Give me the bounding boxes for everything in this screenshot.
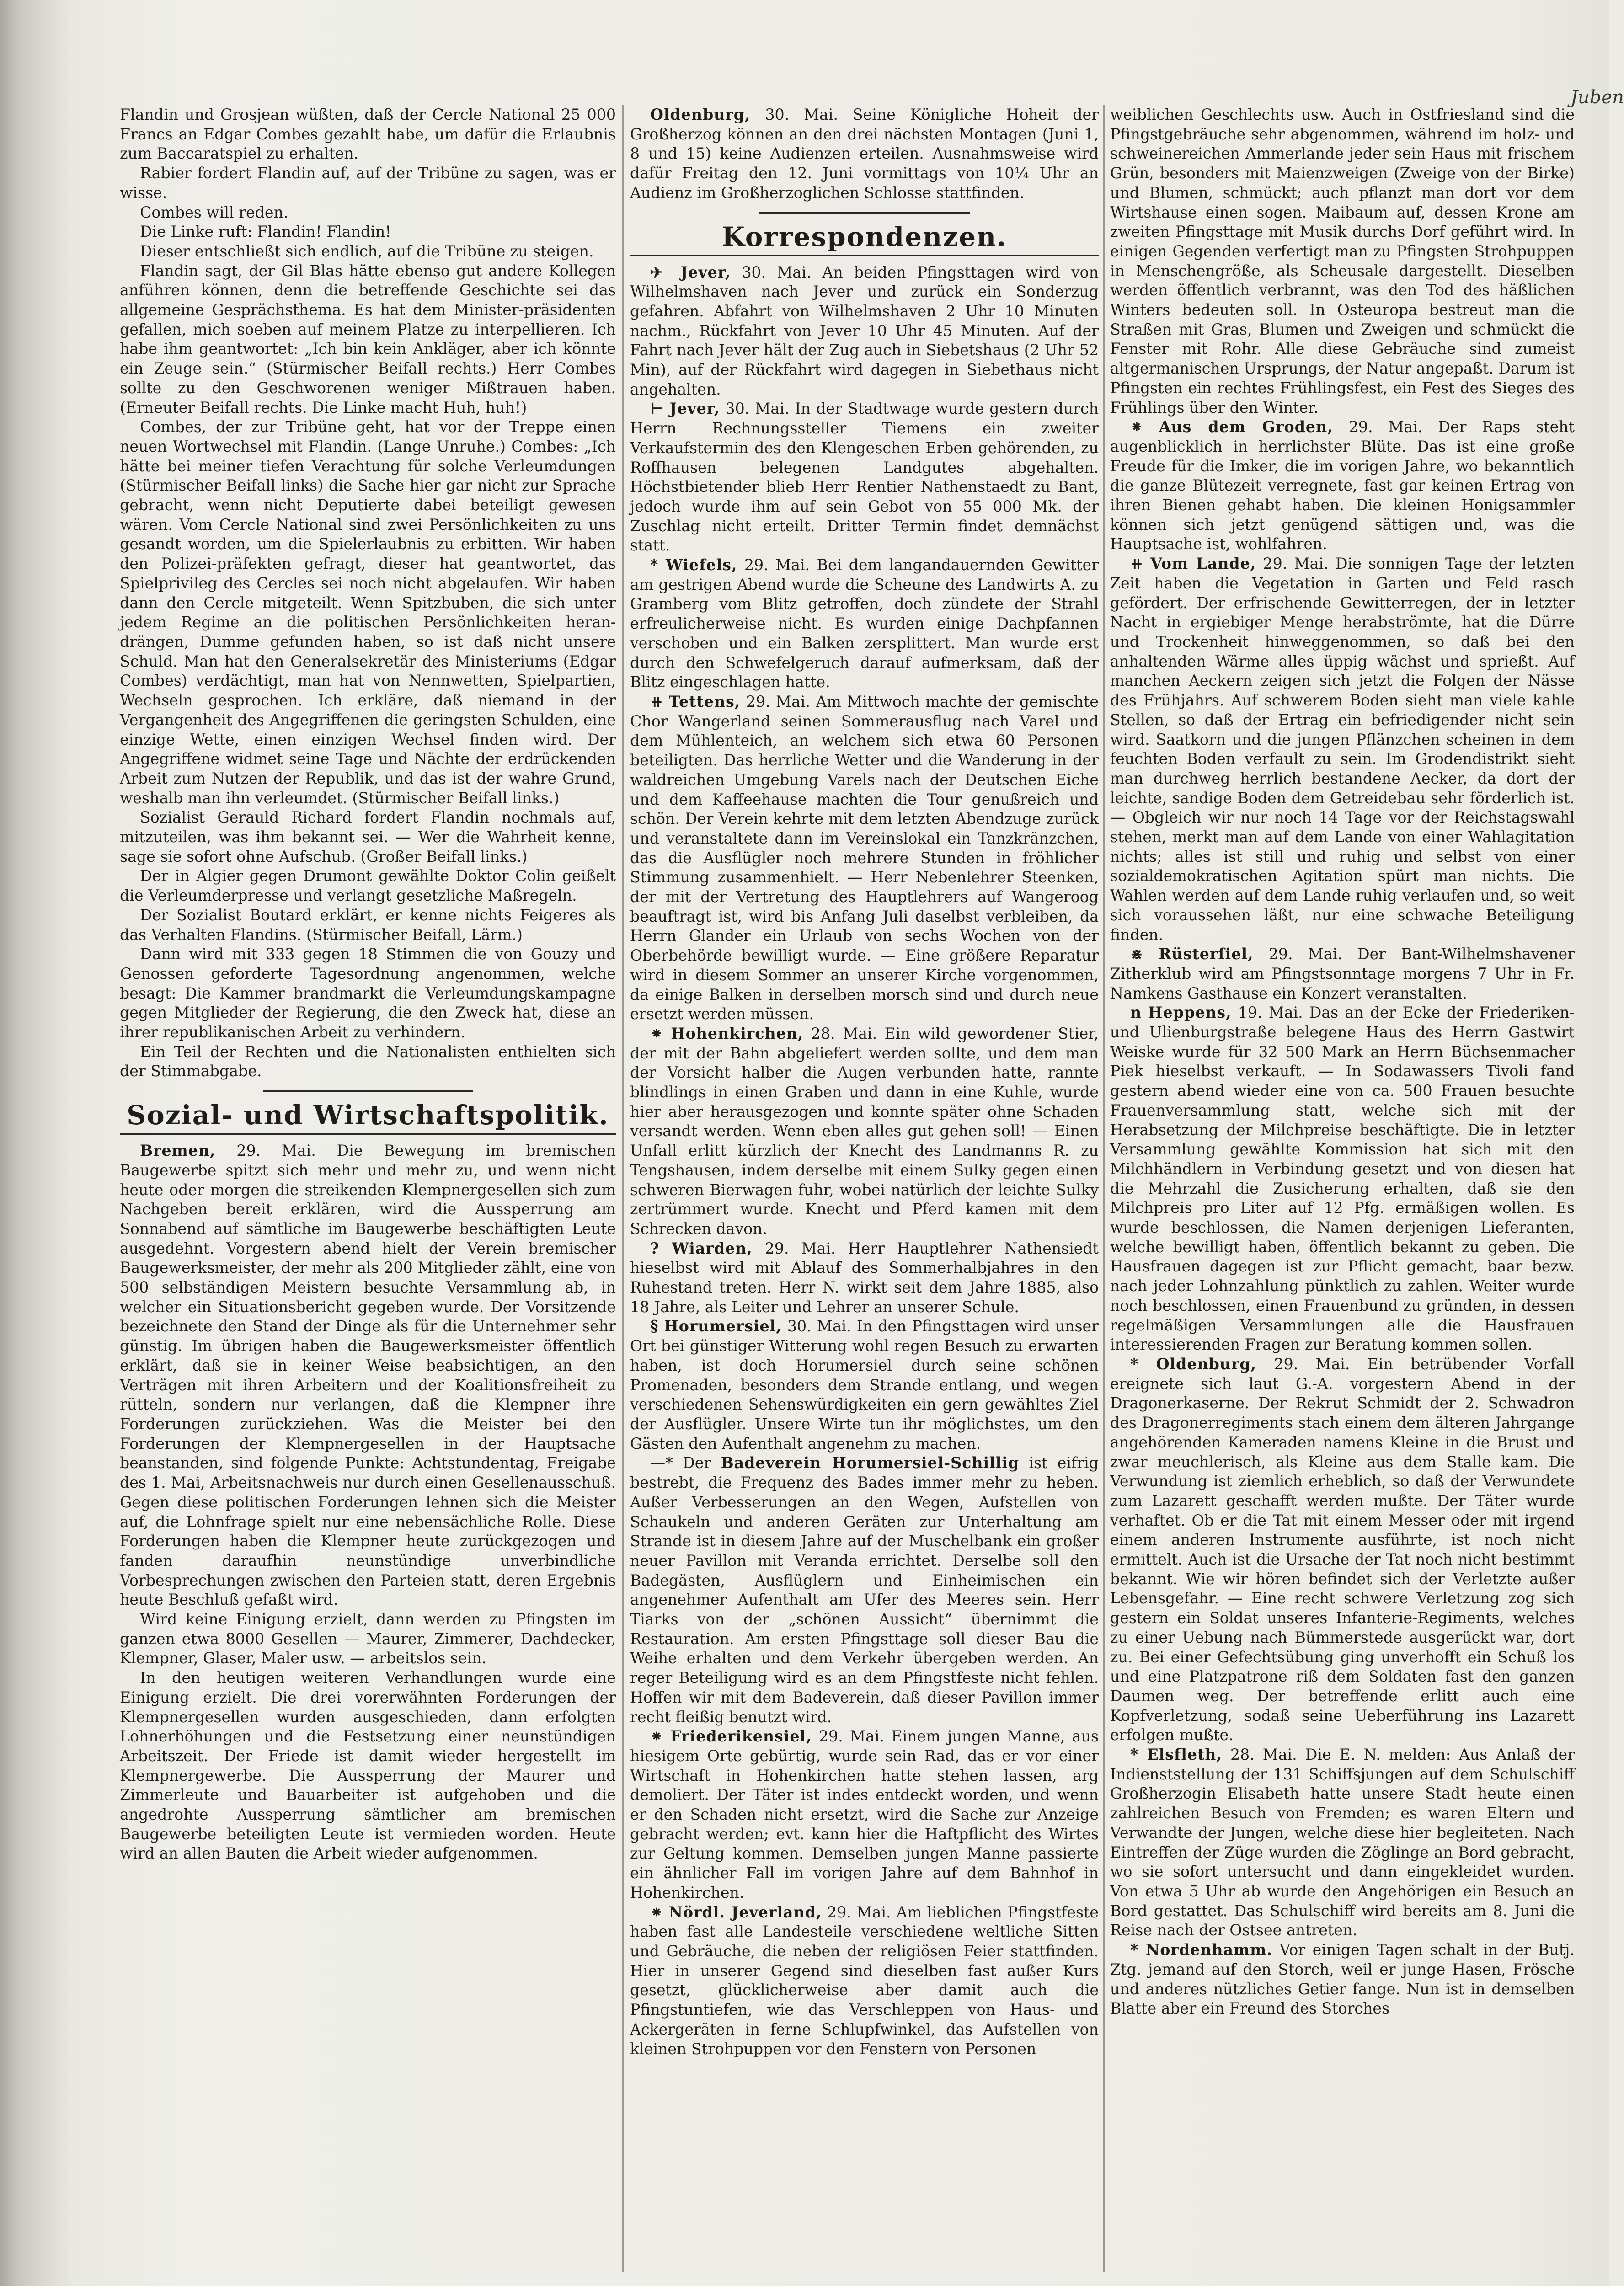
section-divider [120, 1133, 616, 1135]
dateline: Nördl. Jeverland, [668, 1903, 822, 1921]
news-text: 29. Mai. Der Raps steht augenblicklich in herrlichster Blüte. Das ist eine große Freude für die Imker, die im vorigen Jahre, wo bekanntlich die ganze Blütezeit verregnete, fast gar keinen Ertrag von ihren Bienen gehabt haben. Die kleinen Honigsammler können sich jetzt genügend sättigen und, was die Hauptsache ist, wohlfahren. [1110, 418, 1575, 553]
page-binding-edge [0, 0, 69, 2286]
correspondent-mark-icon: ⧺ [650, 692, 669, 710]
asterisk-icon: * [1130, 1941, 1146, 1959]
paragraph: Sozialist Gerauld Richard fordert Flandin nochmals auf, mitzuteilen, was ihm bekannt sei. — Wer die Wahrheit kenne, sage sie sofort ohne Aufschub. (Großer Beifall links.) [120, 808, 616, 865]
correspondent-mark-icon: ? [650, 1239, 672, 1257]
paragraph: Wird keine Einigung erzielt, dann werden zu Pfingsten im ganzen etwa 8000 Gesellen — Maurer, Zimmerer, Dachdecker, Klempner, Glaser, Maler usw. — arbeitslos sein. [120, 1610, 616, 1667]
news-text: 29. Mai. Die sonnigen Tage der letzten Zeit haben die Vegetation in Garten und Feld rasch gefördert. Der erfrischende Gewitterregen, der in letzter Nacht in ergiebiger Menge herabströmte, hat die Dürre und Trockenheit hinweggenommen, so daß bei den anhaltenden Wärme alles üppig wächst und sprießt. Auf manchen Aeckern zeigen sich jetzt die Folgen der Nässe des Frühjahrs. Auf schwerem Boden sieht man viele kahle Stellen, so daß der Ertrag ein befriedigender nicht sein wird. Saatkorn und die jungen Pflänzchen scheinen in dem feuchten Boden verfault zu sein. Im Grodendistrikt sieht man durchweg herrlich bestandene Aecker, da dort der leichte, sandige Boden dem Getreidebau sehr förderlich ist. — Obgleich wir nur noch 14 Tage vor der Reichstagswahl stehen, merkt man auf dem Lande von einer Wahlagitation nichts; alles ist still und ruhig und selbst von einer sozialdemokratischen Agitation spürt man nichts. Die Wahlen werden auf dem Lande ruhig verlaufen und, so weit sich voraussehen läßt, nur eine schwache Beteiligung finden. [1110, 555, 1575, 944]
paragraph: Der in Algier gegen Drumont gewählte Doktor Colin geißelt die Verleumderpresse und verlangt gesetzliche Maßregeln. [120, 867, 616, 905]
news-item [630, 1727, 1099, 1902]
dateline: Hohenkirchen, [671, 1024, 804, 1042]
news-text: 30. Mai. In den Pfingsttagen wird unser Ort bei günstiger Witterung wohl regen Besuch zu erwarten haben, ist doch Horumersiel durch seine schönen Promenaden, besonders dem Strande entlang, und wegen verschiedenen Sehenswürdigkeiten ein gern gewähltes Ziel der Ausflügler. Unsere Wirte tun ihr möglichstes, um den Gästen den Aufenthalt angenehm zu machen. [630, 1317, 1099, 1453]
dateline: Nordenhamm. [1145, 1941, 1272, 1959]
news-item [630, 399, 1099, 555]
news-item [1110, 1355, 1575, 1745]
column-rule-2 [1103, 105, 1105, 2272]
news-text: 30. Mai. Seine Königliche Hoheit der Großherzog können an den drei nächsten Montagen (Juni 1, 8 und 15) keine Audienzen erteilen. Ausnahmsweise wird dafür Freitag den 12. Juni vormittags von 10¼ Uhr an Audienz im Großherzoglichen Schlosse stattfinden. [630, 106, 1099, 202]
section-divider [263, 1090, 473, 1092]
section-heading-sozialpolitik: Sozial- und Wirtschaftspolitik. [127, 1100, 609, 1131]
news-text: 30. Mai. An beiden Pfingsttagen wird von Wilhelmshaven nach Jever und zurück ein Sonderzug gefahren. Abfahrt von Wilhelmshaven 2 Uhr 10 Minuten nachm., Rückfahrt von Jever 10 Uhr 45 Minuten. Auf der Fahrt nach Jever hält der Zug auch in Siebetshaus (2 Uhr 52 Min), auf der Rückfahrt wird dagegen in Siebethaus nicht angehalten. [630, 263, 1099, 398]
news-item [630, 1317, 1099, 1453]
column-1 [120, 105, 616, 2272]
correspondent-mark-icon: ⁕ [650, 1903, 669, 1921]
paragraph: Die Linke ruft: Flandin! Flandin! [140, 223, 391, 241]
dateline: Friederikensiel, [670, 1727, 812, 1746]
correspondent-mark-icon: ⁕ [650, 1727, 671, 1746]
paragraph: Flandin sagt, der Gil Blas hätte ebenso gut andere Kollegen anführen können, denn die betreffende Geschichte sei das allgemeine Gesprächsthema. Es hat dem Minister-präsidenten gefallen, mich soeben auf meinem Platze zu interpellieren. Ich habe ihm geantwortet: „Ich bin kein Ankläger, aber ich könnte ein Zeuge sein.“ (Stürmischer Beifall rechts.) Herr Combes sollte zu den Geschworenen weniger Mißtrauen haben. (Erneuter Beifall rechts. Die Linke macht Huh, huh!) [120, 262, 616, 417]
asterisk-icon: * [650, 556, 666, 574]
dateline: Wiefels, [665, 556, 737, 574]
dateline: Jever, [669, 400, 720, 418]
news-text: 30. Mai. In der Stadtwage wurde gestern durch Herrn Rechnungssteller Tiemens ein zweiter Verkaufstermin des den Klengeschen Erben gehörenden, zu Roffhausen belegenen Landgutes abgehalten. Höchstbietender blieb Herr Rentier Nathenstaedt zu Bant, jedoch wurde ihm auf sein Gebot von 55 000 Mk. der Zuschlag nicht erteilt. Dritter Termin findet demnächst statt. [630, 400, 1099, 555]
news-text: 29. Mai. Einem jungen Manne, aus hiesigem Orte gebürtig, wurde sein Rad, das er vor einer Wirtschaft in Hohenkirchen hatte stehen lassen, arg demoliert. Der Täter ist indes entdeckt worden, und wenn er den Schaden nicht ersetzt, wird die Sache zur Anzeige gebracht werden; evt. kann hier die Haftpflicht des Wirtes zur Geltung kommen. Demselben jungen Manne passierte ein ähnlicher Fall im vorigen Jahre auf dem Bahnhof in Hohenkirchen. [630, 1727, 1099, 1901]
news-item [630, 1903, 1099, 2059]
correspondent-mark-icon: n [1130, 1004, 1149, 1022]
dateline: Oldenburg, [650, 106, 751, 123]
dateline: Jever, [680, 263, 731, 281]
correspondent-mark-icon: ✈ [650, 263, 681, 281]
news-item [630, 263, 1099, 400]
news-prefix: —* Der [650, 1454, 721, 1472]
correspondent-mark-icon: ⊢ [650, 400, 670, 418]
news-item [630, 692, 1099, 1024]
news-text: 28. Mai. Ein wild gewordener Stier, der mit der Bahn abgeliefert werden sollte, und dem man der Vorsicht halber die Augen verbunden hatte, rannte blindlings in einen Graben und dann in eine Kuhle, wurde hier aber herausgezogen und konnte später ohne Schaden versandt werden. Wenn eben alles gut gehen soll! — Einen Unfall erlitt kürzlich der Knecht des Landmanns R. zu Tengshausen, indem derselbe mit einem Sulky gegen einen schweren Bierwagen fuhr, wobei natürlich der leichte Sulky zertrümmert wurde. Knecht und Pferd kamen mit dem Schrecken davon. [630, 1024, 1099, 1238]
paragraph: Flandin und Grosjean wüßten, daß der Cercle National 25 000 Francs an Edgar Combes gezahlt habe, um dafür die Erlaubnis zum Baccaratspiel zu erhalten. [120, 106, 616, 163]
correspondent-mark-icon: ⧺ [1130, 555, 1151, 573]
paragraph: In den heutigen weiteren Verhandlungen wurde eine Einigung erzielt. Die drei vorerwähnten Forderungen der Klempnergesellen wurden ausgeschieden, dann erfolgten Lohnerhöhungen und die Festsetzung einer neunstündigen Arbeitszeit. Der Friede ist damit wieder hergestellt im Klempnergewerbe. Die Aussperrung der Maurer und Zimmerleute und Bauarbeiter ist aufgehoben und die angedrohte Aussperrung sämtlicher am bremischen Baugewerbe beteiligten Leute ist vermieden worden. Heute wird an allen Bauten die Arbeit wieder aufgenommen. [120, 1669, 616, 1863]
news-text: 28. Mai. Die E. N. melden: Aus Anlaß der Indienststellung der 131 Schiffsjungen auf dem Schulschiff Großherzogin Elisabeth hatte unsere Stadt heute einen zahlreichen Besuch von Fremden; es waren Eltern und Verwandte der Jungen, welche diese hier begleiteten. Nach Eintreffen der Züge wurden die Zöglinge an Bord gebracht, wo sie sofort untersucht und dann eingekleidet wurden. Von etwa 5 Uhr ab wurde den Angehörigen ein Besuch an Bord gestattet. Das Schulschiff wird bereits am 8. Juni die Reise nach der Ostsee antreten. [1110, 1746, 1575, 1939]
news-item [1110, 1003, 1575, 1355]
paragraph: Dieser entschließt sich endlich, auf die Tribüne zu steigen. [140, 242, 594, 260]
corner-handwritten-mark: Juben [1571, 87, 1624, 108]
news-item [1110, 554, 1575, 945]
paragraph: Combes will reden. [140, 203, 288, 221]
dateline: Tettens, [669, 692, 741, 710]
news-item [630, 1453, 1099, 1727]
correspondent-mark-icon: ⁕ [650, 1024, 671, 1042]
correspondent-mark-icon: ⋇ [1130, 945, 1159, 963]
section-divider [630, 255, 1099, 256]
dateline: Wiarden, [672, 1239, 753, 1257]
dateline: Elsfleth, [1147, 1746, 1222, 1764]
news-item [630, 1024, 1099, 1239]
news-text: 19. Mai. Das an der Ecke der Friederiken- und Ulienburgstraße belegene Haus des Herrn Gastwirt Weiske wurde für 32 500 Mark an Herrn Büchsenmacher Piek hieselbst verkauft. — In Sodawassers Tivoli fand gestern abend wieder eine von ca. 500 Frauen besuchte Frauenversammlung statt, welche sich mit der Herabsetzung der Milchpreise beschäftigte. Die in letzter Versammlung gewählte Kommission hat sich mit den Milchhändlern in Verbindung gesetzt und von diesen hat die Mehrzahl die Zusicherung erhalten, daß sie den Milchpreis pro Liter auf 12 Pfg. ermäßigen wollen. Es wurde beschlossen, die Namen derjenigen Lieferanten, welche bewilligt haben, öffentlich bekannt zu geben. Die Hausfrauen dagegen ist zur Pflicht gemacht, baar bezw. nach jeder Lohnzahlung pünktlich zu zahlen. Weiter wurde noch beschlossen, einen Frauenbund zu gründen, in dessen regelmäßigen Versammlungen alle die Hausfrauen interessierenden Fragen zur Beratung kommen sollen. [1110, 1004, 1575, 1354]
news-item [120, 1141, 616, 1610]
news-item [630, 105, 1099, 203]
dateline: Vom Lande, [1150, 555, 1256, 573]
correspondent-mark-icon: ⁕ [1130, 418, 1159, 436]
news-text: ist eifrig bestrebt, die Frequenz des Bades immer mehr zu heben. Außer Verbesserungen an den Wegen, Aufstellen von Schaukeln und anderen Geräten zur Unterhaltung am Strande ist in diesem Jahre auf der Muschelbank ein großer neuer Pavillon mit Veranda errichtet. Derselbe soll den Badegästen, Ausflüglern und Einheimischen ein angenehmer Aufenthalt am Ufer des Meeres sein. Herr Tiarks von der „schönen Aussicht“ übernimmt die Restauration. Am ersten Pfingsttage soll dieser Bau die Weihe erhalten und dem Verkehr übergeben werden. An reger Beteiligung wird es an dem Pfingstfeste nicht fehlen. Hoffen wir mit dem Badeverein, daß dieser Pavillon immer recht fleißig benutzt wird. [630, 1454, 1099, 1726]
paragraph: Ein Teil der Rechten und die Nationalisten enthielten sich der Stimmabgabe. [120, 1042, 616, 1080]
paragraph: Rabier fordert Flandin auf, auf der Tribüne zu sagen, was er wisse. [120, 164, 616, 202]
news-text: 29. Mai. Herr Hauptlehrer Nathensiedt hieselbst wird mit Ablauf des Sommerhalbjahres in den Ruhestand treten. Herr N. wirkt seit dem Jahre 1885, also 18 Jahre, als Leiter und Lehrer an unserer Schule. [630, 1239, 1099, 1316]
news-item [1110, 945, 1575, 1003]
news-item [1110, 417, 1575, 554]
news-text: 29. Mai. Die Bewegung im bremischen Baugewerbe spitzt sich mehr und mehr zu, und wenn nicht heute oder morgen die streikenden Klempnergesellen sich zum Nachgeben bereit erklären, wird die Aussperrung am Sonnabend auf sämtliche im Baugewerbe beschäftigten Leute ausgedehnt. Vorgestern abend hielt der Verein bremischer Baugewerksmeister, der mehr als 200 Mitglieder zählt, eine von 500 selbständigen Meistern besuchte Versammlung ab, in welcher ein Situationsbericht gegeben wurde. Der Vorsitzende bezeichnete den Stand der Dinge als für die Unternehmer sehr günstig. Im übrigen haben die Baugewerksmeister öffentlich erklärt, daß sie in keiner Weise beabsichtigen, an den Verträgen mit ihren Arbeitern und der Koalitionsfreiheit zu rütteln, sondern nur verlangen, daß die Klempner ihre Forderungen zurückziehen. Was die Meister bei den Forderungen der Klempnergesellen in der Hauptsache beanstanden, sind folgende Punkte: Achtstundentag, Freigabe des 1. Mai, Arbeitsnachweis nur durch einen Gesellenausschuß. Gegen diese politischen Forderungen lehnen sich die Meister auf, die Lohnfrage spielt nur eine nebensächliche Rolle. Diese Forderungen haben die Klempner heute zurückgezogen und fanden daraufhin neunstündige unverbindliche Vorbesprechungen zwischen den Parteien statt, deren Ergebnis heute Beschluß gefaßt wird. [120, 1142, 616, 1609]
news-item [630, 1239, 1099, 1317]
dateline: Horumersiel, [664, 1317, 782, 1335]
paragraph: Der Sozialist Boutard erklärt, er kenne nichts Feigeres als das Verhalten Flandins. (Stürmischer Beifall, Lärm.) [120, 906, 616, 944]
section-divider [759, 212, 970, 214]
correspondent-mark-icon: § [650, 1317, 664, 1335]
dateline: Aus dem Groden, [1159, 418, 1333, 436]
news-text: 29. Mai. Der Bant-Wilhelmshavener Zitherklub wird am Pfingstsonntage morgens 7 Uhr in Fr. Namkens Gasthause ein Konzert veranstalten. [1110, 945, 1575, 1002]
news-item [1110, 1745, 1575, 1940]
asterisk-icon: * [1130, 1355, 1156, 1373]
news-item [1110, 1940, 1575, 2019]
paragraph: Combes, der zur Tribüne geht, hat vor der Treppe einen neuen Wortwechsel mit Flandin. (Lange Unruhe.) Combes: „Ich hätte bei meiner tiefen Verachtung für solche Verleumdungen (Stürmischer Beifall links) die Sache hier gar nicht zur Sprache gebracht, wenn nicht Deputierte dabei beteiligt gewesen wären. Vom Cercle National sind zwei Persönlichkeiten zu uns gesandt worden, um die Spielerlaubnis zu erbitten. Wir haben den Polizei-präfekten gefragt, dieser hat geantwortet, das Spielprivileg des Cercles sei noch nicht abgelaufen. Wir haben dann den Cercle mitgeteilt. Wenn Spitzbuben, die sich unter jedem Regime an die politischen Persönlichkeiten heran-drängen, Dumme gefunden haben, so ist daß nicht unsere Schuld. Man hat den Generalsekretär des Ministeriums (Edgar Combes) verdächtigt, man hat von Nennwetten, Spielpartien, Wechseln gesprochen. Ich erkläre, daß niemand in der Vergangenheit des Angegriffenen die geringsten Schulden, eine einzige Wette, einen einzigen Wechsel finden wird. Der Angegriffene widmet seine Tage und Nächte der erdrückenden Arbeit zum Nutzen der Republik, und das ist der wahre Grund, weshalb man ihn verleumdet. (Stürmischer Beifall links.) [120, 418, 616, 807]
dateline: Bremen, [140, 1142, 216, 1160]
news-text: Vor einigen Tagen schalt in der Butj. Ztg. jemand auf den Storch, weil er junge Hasen, Frösche und anderes nützliches Getier fange. Nun ist in demselben Blatte aber ein Freund des Storches [1110, 1941, 1575, 2018]
asterisk-icon: * [1130, 1746, 1147, 1764]
column-3 [1110, 105, 1575, 2272]
paragraph: Dann wird mit 333 gegen 18 Stimmen die von Gouzy und Genossen geforderte Tagesordnung angenommen, welche besagt: Die Kammer brandmarkt die Verleumdungskampagne gegen Mitglieder der Regierung, die den Zweck hat, diese an ihrer republikanischen Arbeit zu verhindern. [120, 945, 616, 1042]
news-item [630, 555, 1099, 692]
section-heading-korrespondenzen: Korrespondenzen. [721, 221, 1007, 252]
news-text: 29. Mai. Bei dem langandauernden Gewitter am gestrigen Abend wurde die Scheune des Landwirts A. zu Gramberg vom Blitz getroffen, doch zündete der Strahl erfreulicherweise nicht. Es wurden einige Dachpfannen verschoben und ein Balken zersplittert. Man wurde erst durch den Schwefelgeruch darauf aufmerksam, daß der Blitz eingeschlagen hatte. [630, 556, 1099, 691]
news-text: 29. Mai. Am Mittwoch machte der gemischte Chor Wangerland seinen Sommerausflug nach Varel und dem Mühlenteich, an welchem sich etwa 60 Personen beteiligten. Das herrliche Wetter und die Wanderung in der waldreichen Umgebung Varels nach der Deutschen Eiche und dem Kaffeehause machten die Tour genußreich und schön. Der Verein kehrte mit dem letzten Abendzuge zurück und veranstaltete dann im Vereinslokal ein Tanzkränzchen, das die Ausflügler noch mehrere Stunden in fröhlicher Stimmung zusammenhielt. — Herr Nebenlehrer Steenken, der mit der Vertretung des Hauptlehrers auf Wangeroog beauftragt ist, wird bis Anfang Juli daselbst verbleiben, da Herrn Glander ein Urlaub von sechs Wochen von der Oberbehörde bewilligt wurde. — Eine größere Reparatur wird in diesem Sommer an unserer Kirche vorgenommen, da einige Balken in derselben morsch sind und durch neue ersetzt werden müssen. [630, 692, 1099, 1023]
paragraph: weiblichen Geschlechts usw. Auch in Ostfriesland sind die Pfingstgebräuche sehr abgenommen, während im holz- und schweinereichen Ammerlande jeder sein Haus mit frischem Grün, besonders mit Maienzweigen (Zweige von der Birke) und Blumen, schmückt; auch pflanzt man dort vor dem Wirtshause einen sogen. Maibaum auf, dessen Krone am zweiten Pfingsttage mit Musik durchs Dorf geführt wird. In einigen Gegenden verfertigt man zu Pfingsten Strohpuppen in Menschengröße, als Scheusale dargestellt. Dieselben werden öffentlich verbrannt, was den Tod des häßlichen Winters bedeuten soll. In Osteuropa bestreut man die Straßen mit Gras, Blumen und Zweigen und schmückt die Fenster mit Rohr. Alle diese Gebräuche sind zumeist altgermanischen Ursprungs, der Natur angepaßt. Darum ist Pfingsten ein rechtes Frühlingsfest, ein Fest des Sieges des Frühlings über den Winter. [1110, 106, 1575, 417]
dateline: Badeverein Horumersiel-Schillig [721, 1454, 1020, 1472]
column-2 [630, 105, 1099, 2272]
column-rule-1 [622, 105, 624, 2272]
dateline: Rüsterſiel, [1159, 945, 1254, 963]
dateline: Heppens, [1148, 1004, 1232, 1022]
news-text: 29. Mai. Am lieblichen Pfingstfeste haben fast alle Landesteile verschiedene weltliche Sitten und Gebräuche, die neben der religiösen Feier stattfinden. Hier in unserer Gegend sind dieselben fast außer Kurs gesetzt, glücklicherweise aber damit auch die Pfingstuntiefen, wie das Verschleppen von Haus- und Ackergeräten in ferne Schlupfwinkel, das Aufstellen von kleinen Strohpuppen vor den Fenstern von Personen [630, 1903, 1099, 2058]
dateline: Oldenburg, [1156, 1355, 1257, 1373]
news-text: 29. Mai. Ein betrübender Vorfall ereignete sich laut G.-A. vorgestern Abend in der Dragonerkaserne. Der Rekrut Schmidt der 2. Schwadron des Dragonerregiments stach einem dem älteren Jahrgange angehörenden Kameraden namens Kleine in die Brust und zwar meuchlerisch, als Kleine aus dem Stalle kam. Die Verwundung ist ziemlich erheblich, so daß der Verwundete zum Lazarett geschafft werden mußte. Der Täter wurde verhaftet. Ob er die Tat mit einem Messer oder mit irgend einem anderen Instrumente ausführte, ist noch nicht ermittelt. Auch ist die Ursache der Tat noch nicht bestimmt bekannt. Wie wir hören befindet sich der Verletzte außer Lebensgefahr. — Eine recht schwere Verletzung zog sich gestern ein Soldat unseres Infanterie-Regiments, welches zu einer Uebung nach Bümmerstede ausgerückt war, dort zu. Bei einer Gefechtsübung ging unverhofft ein Schuß los und eine Platzpatrone riß dem Soldaten fast den ganzen Daumen weg. Der betreffende erlitt auch eine Kopfverletzung, sodaß seine Ueberführung ins Lazarett erfolgen mußte. [1110, 1355, 1575, 1744]
